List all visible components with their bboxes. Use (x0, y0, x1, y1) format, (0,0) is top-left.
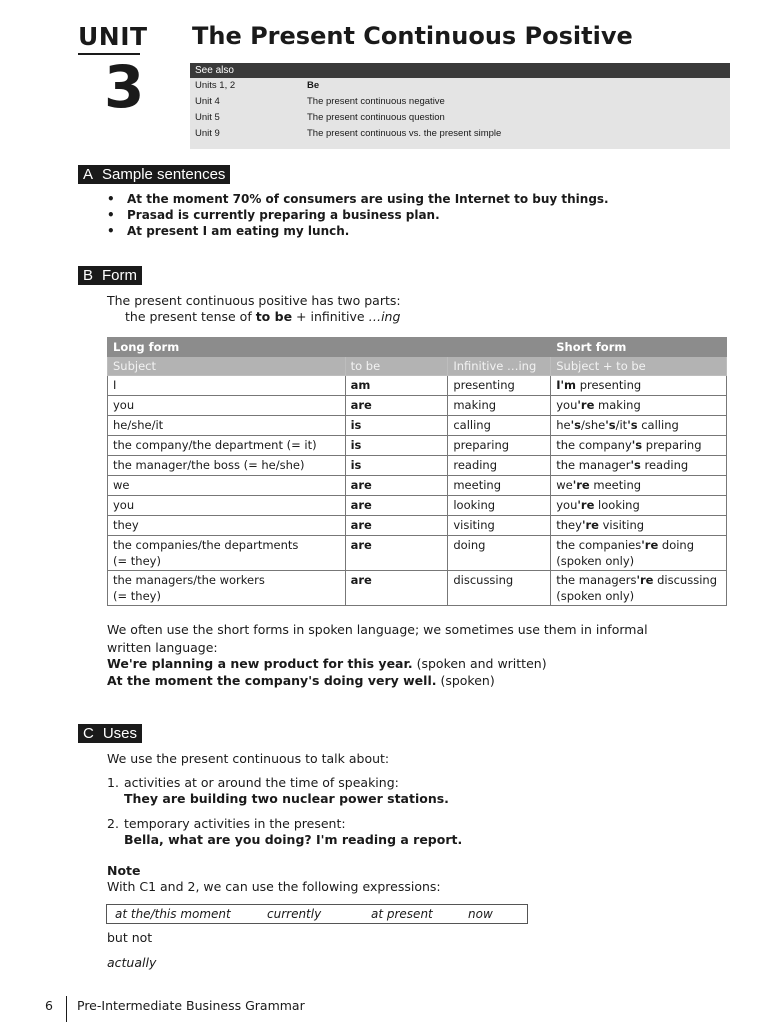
see-also-unit: Units 1, 2 (195, 80, 236, 91)
section-letter: B (83, 267, 94, 284)
section-a-header (78, 165, 230, 184)
see-also-topic: The present continuous question (307, 112, 445, 123)
col-short: Subject + to be (551, 357, 727, 376)
sample-sentence: • At present I am eating my lunch. (107, 223, 609, 239)
form-intro-line2: the present tense of to be + infinitive …ing (125, 309, 401, 324)
section-b-header (78, 266, 142, 285)
but-not-text: but not (107, 930, 153, 945)
expression: at present (371, 907, 433, 921)
section-title: Sample sentences (102, 166, 226, 183)
see-also-row (190, 94, 730, 110)
see-also-row (190, 126, 730, 142)
short-forms-note-line2: written language: (107, 640, 218, 655)
short-forms-note-line1: We often use the short forms in spoken language; we sometimes use them in informal (107, 622, 648, 637)
expression: now (468, 907, 493, 921)
see-also-topic: The present continuous negative (307, 96, 445, 107)
sample-sentence: • At the moment 70% of consumers are using the Internet to buy things. (107, 191, 609, 207)
example-sentence: We're planning a new product for this year. (spoken and written) (107, 656, 547, 671)
note-text: With C1 and 2, we can use the following expressions: (107, 879, 441, 894)
section-letter: C (83, 725, 94, 742)
see-also-header: See also (190, 63, 730, 78)
see-also-unit: Unit 5 (195, 112, 220, 123)
expressions-box (106, 904, 528, 924)
table-row: the company/the department (= it) is preparing the company's preparing (108, 436, 727, 456)
uses-item: 2. temporary activities in the present: Bella, what are you doing? I'm reading a report. (107, 816, 463, 847)
expression: currently (267, 907, 322, 921)
sample-sentence: • Prasad is currently preparing a business plan. (107, 207, 609, 223)
expression: at the/this moment (115, 907, 231, 921)
page-number: 6 (45, 998, 53, 1013)
table-row: the companies/the departments (= they) are doing the companies're doing (spoken only) (108, 536, 727, 571)
table-row: the manager/the boss (= he/she) is reading the manager's reading (108, 456, 727, 476)
section-title: Uses (102, 725, 138, 742)
see-also-unit: Unit 9 (195, 128, 220, 139)
section-letter: A (83, 166, 94, 183)
book-title: Pre-Intermediate Business Grammar (77, 998, 305, 1013)
note-title: Note (107, 863, 141, 878)
section-c-header (78, 724, 142, 743)
col-subject: Subject (108, 357, 346, 376)
table-row: they are visiting they're visiting (108, 516, 727, 536)
actually-text: actually (107, 955, 157, 970)
form-table (107, 337, 727, 606)
uses-intro: We use the present continuous to talk about: (107, 751, 390, 766)
example-sentence: At the moment the company's doing very well. (spoken) (107, 673, 495, 688)
uses-item: 1. activities at or around the time of speaking: They are building two nuclear power stations. (107, 775, 449, 806)
col-to-be: to be (345, 357, 448, 376)
table-row: the managers/the workers (= they) are discussing the managers're discussing (spoken only) (108, 571, 727, 606)
long-form-header: Long form (108, 338, 551, 357)
see-also-box (190, 63, 730, 149)
footer-divider (66, 996, 67, 1022)
table-row: you are looking you're looking (108, 496, 727, 516)
see-also-row (190, 110, 730, 126)
see-also-topic: The present continuous vs. the present simple (307, 128, 502, 139)
table-row: I am presenting I'm presenting (108, 376, 727, 396)
short-form-header: Short form (551, 338, 727, 357)
form-intro-line1: The present continuous positive has two parts: (107, 293, 401, 308)
unit-number: 3 (104, 53, 145, 121)
see-also-unit: Unit 4 (195, 96, 220, 107)
table-row: you are making you're making (108, 396, 727, 416)
see-also-topic: Be (307, 80, 320, 91)
page-title: The Present Continuous Positive (192, 22, 633, 50)
section-title: Form (102, 267, 138, 284)
table-row: he/she/it is calling he's/she's/it's calling (108, 416, 727, 436)
table-row: we are meeting we're meeting (108, 476, 727, 496)
col-infinitive: Infinitive …ing (448, 357, 551, 376)
unit-label: UNIT (78, 22, 148, 51)
sample-sentences-list (107, 191, 609, 239)
see-also-row (190, 78, 730, 94)
